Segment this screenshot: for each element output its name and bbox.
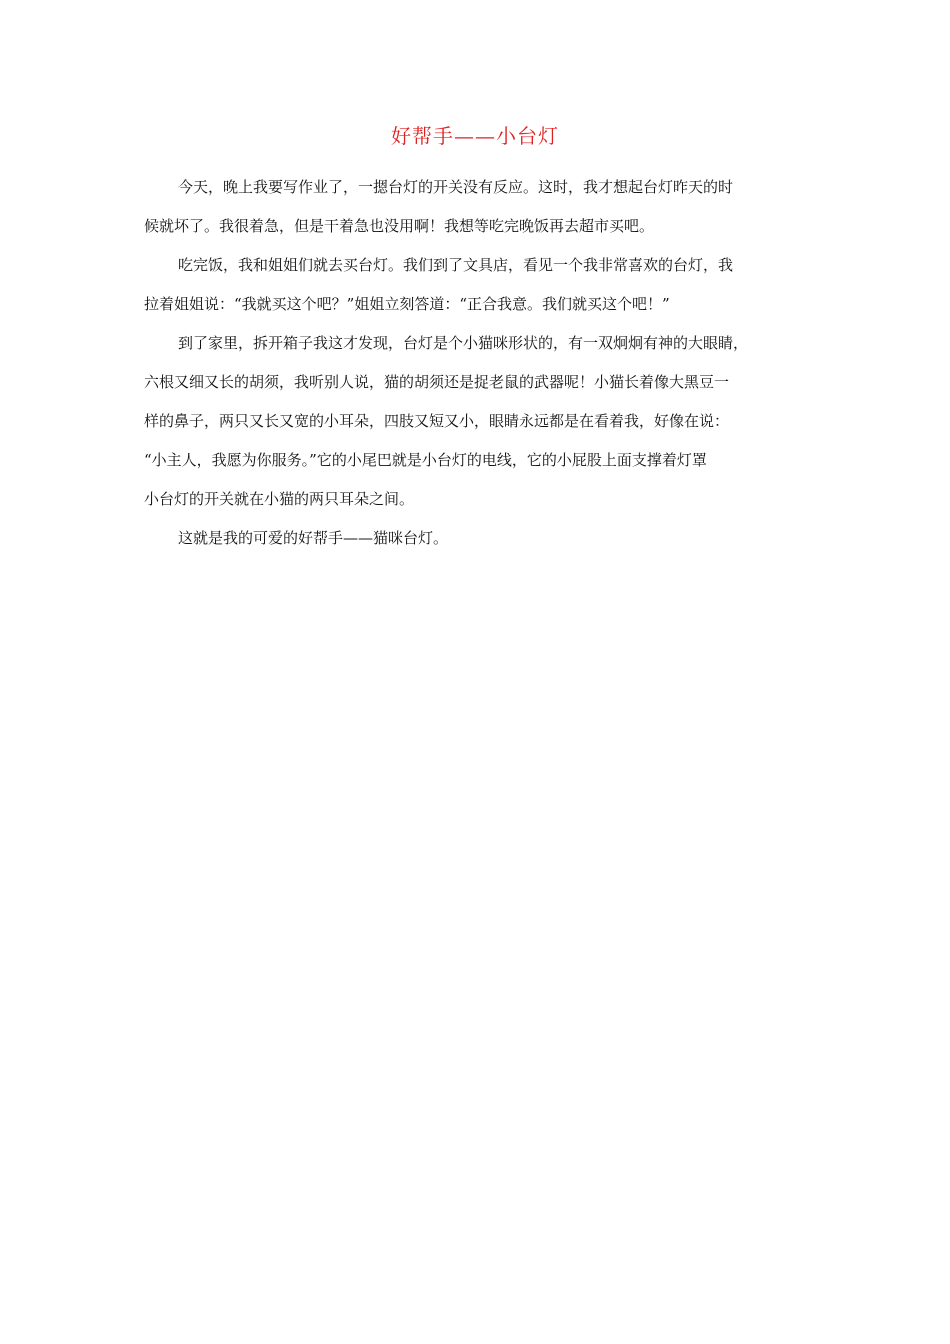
text-line: 样的鼻子，两只又长又宽的小耳朵，四肢又短又小，眼睛永远都是在看着我，好像在说： — [144, 412, 730, 430]
text-line: 拉着姐姐说：“我就买这个吧？”姐姐立刻答道：“正合我意。我们就买这个吧！” — [144, 295, 670, 313]
text-line: 这就是我的可爱的好帮手——猫咪台灯。 — [178, 529, 449, 547]
document-title: 好帮手——小台灯 — [391, 124, 559, 148]
text-line: 吃完饭，我和姐姐们就去买台灯。我们到了文具店，看见一个我非常喜欢的台灯，我 — [178, 256, 734, 274]
text-line: 候就坏了。我很着急，但是干着急也没用啊！我想等吃完晚饭再去超市买吧。 — [144, 217, 655, 235]
text-line: 小台灯的开关就在小猫的两只耳朵之间。 — [144, 490, 415, 508]
document-body — [144, 172, 819, 562]
text-line: “小主人，我愿为你服务。”它的小尾巴就是小台灯的电线，它的小屁股上面支撑着灯罩 — [144, 451, 707, 469]
text-line: 到了家里，拆开箱子我这才发现，台灯是个小猫咪形状的，有一双炯炯有神的大眼睛， — [178, 334, 749, 352]
text-line: 今天，晚上我要写作业了，一摁台灯的开关没有反应。这时，我才想起台灯昨天的时 — [178, 178, 734, 196]
text-line: 六根又细又长的胡须，我听别人说，猫的胡须还是捉老鼠的武器呢！小猫长着像大黑豆一 — [144, 373, 730, 391]
